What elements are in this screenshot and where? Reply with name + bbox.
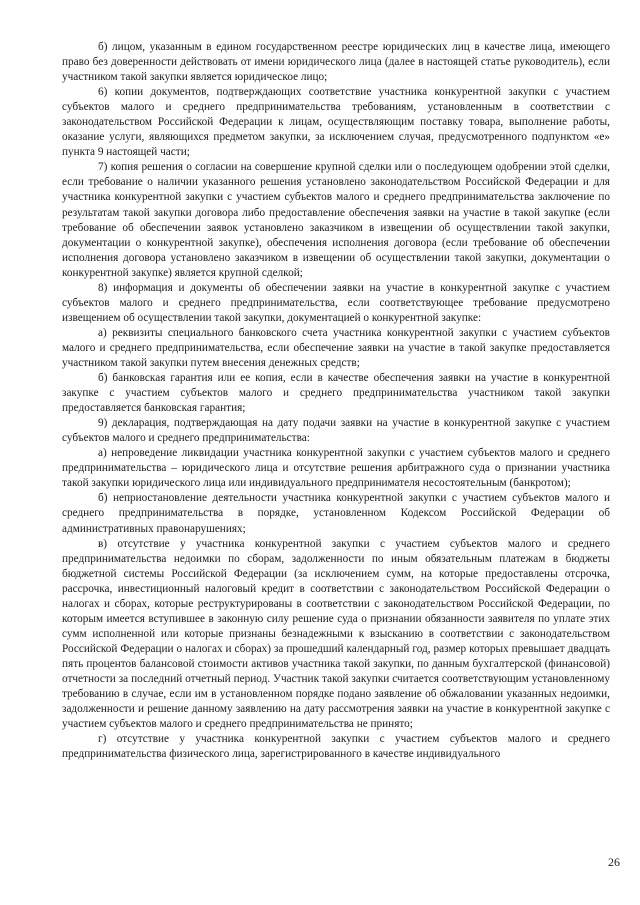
paragraph-item-9: 9) декларация, подтверждающая на дату подачи заявки на участие в конкурентной закупке с участием субъектов малого и среднего предпринимательства:: [62, 417, 610, 445]
paragraph-item-8b: б) банковская гарантия или ее копия, если в качестве обеспечения заявки на участие в конкурентной закупке с участием субъектов малого и среднего предпринимательства участником такой закупки предоставляется банковская гарантия;: [62, 372, 610, 415]
document-body: [62, 40, 610, 762]
paragraph-item-7: 7) копия решения о согласии на совершение крупной сделки или о последующем одобрении этой сделки, если требование о наличии указанного решения установлено законодательством Российской Федерации и для участника конкурентной закупки с участием субъектов малого и среднего предпринимательства заключение по результатам такой закупки договора либо предоставление обеспечения заявки на участие в такой закупке (если требование об обеспечении заявок установлено заказчиком в извещении об осуществлении такой закупки, документации о конкурентной закупке), обеспечения исполнения договора (если требование об обеспечении исполнения договора установлено заказчиком в извещении об осуществлении такой закупки, документации о конкурентной закупке) является крупной сделкой;: [62, 161, 610, 279]
paragraph-item-9g: г) отсутствие у участника конкурентной закупки с участием субъектов малого и среднего предпринимательства физического лица, зарегистрированного в качестве индивидуального: [62, 733, 610, 761]
page-number: 26: [608, 855, 620, 869]
paragraph-1b-head: б) лицом, указанным в едином государственном реестре юридических лиц в качестве лица, имеющего право без доверенности действовать от имени юридического лица (далее в настоящей статье руководитель), если участником такой закупки является юридическое лицо;: [62, 41, 610, 84]
paragraph-item-9a: а) непроведение ликвидации участника конкурентной закупки с участием субъектов малого и среднего предпринимательства – юридического лица и отсутствие решения арбитражного суда о признании участника такой закупки юридического лица или индивидуального предпринимателя несостоятельным (банкротом);: [62, 447, 610, 490]
paragraph-item-9b: б) неприостановление деятельности участника конкурентной закупки с участием субъектов малого и среднего предпринимательства в порядке, установленном Кодексом Российской Федерации об административных правонарушениях;: [62, 492, 610, 535]
paragraph-item-8: 8) информация и документы об обеспечении заявки на участие в конкурентной закупке с участием субъектов малого и среднего предпринимательства, если соответствующее требование предусмотрено извещением об осуществлении такой закупки, документацией о конкурентной закупке:: [62, 281, 610, 324]
paragraph-item-8a: а) реквизиты специального банковского счета участника конкурентной закупки с участием субъектов малого и среднего предпринимательства, если обеспечение заявки на участие в такой закупке предоставляется участником такой закупки путем внесения денежных средств;: [62, 326, 610, 369]
paragraph-item-9v: в) отсутствие у участника конкурентной закупки с участием субъектов малого и среднего предпринимательства недоимки по сборам, задолженности по иным обязательным платежам в бюджеты бюджетной системы Российской Федерации (за исключением сумм, на которые предоставлены отсрочка, рассрочка, инвестиционный налоговый кредит в соответствии с законодательством Российской Федерации о налогах и сборах, которые реструктурированы в соответствии с законодательством Российской Федерации, по которым имеется вступившее в законную силу решение суда о признании обязанности заявителя по уплате этих сумм исполненной или которые признаны безнадежными к взысканию в соответствии с законодательством Российской Федерации о налогах и сборах) за прошедший календарный год, размер которых превышает двадцать пять процентов балансовой стоимости активов участника такой закупки, по данным бухгалтерской (финансовой) отчетности за последний отчетный период. Участник такой закупки считается соответствующим установленному требованию в случае, если им в установленном порядке подано заявление об обжаловании указанных недоимки, задолженности и решение данному заявлению на дату рассмотрения заявки на участие в конкурентной закупке с участием субъектов малого и среднего предпринимательства не принято;: [62, 537, 610, 731]
paragraph-item-6: 6) копии документов, подтверждающих соответствие участника конкурентной закупки с участием субъектов малого и среднего предпринимательства требованиям, установленным в соответствии с законодательством Российской Федерации к лицам, осуществляющим поставку товара, выполнение работы, оказание услуги, являющихся предметом закупки, за исключением случая, предусмотренного подпунктом «е» пункта 9 настоящей части;: [62, 86, 610, 159]
